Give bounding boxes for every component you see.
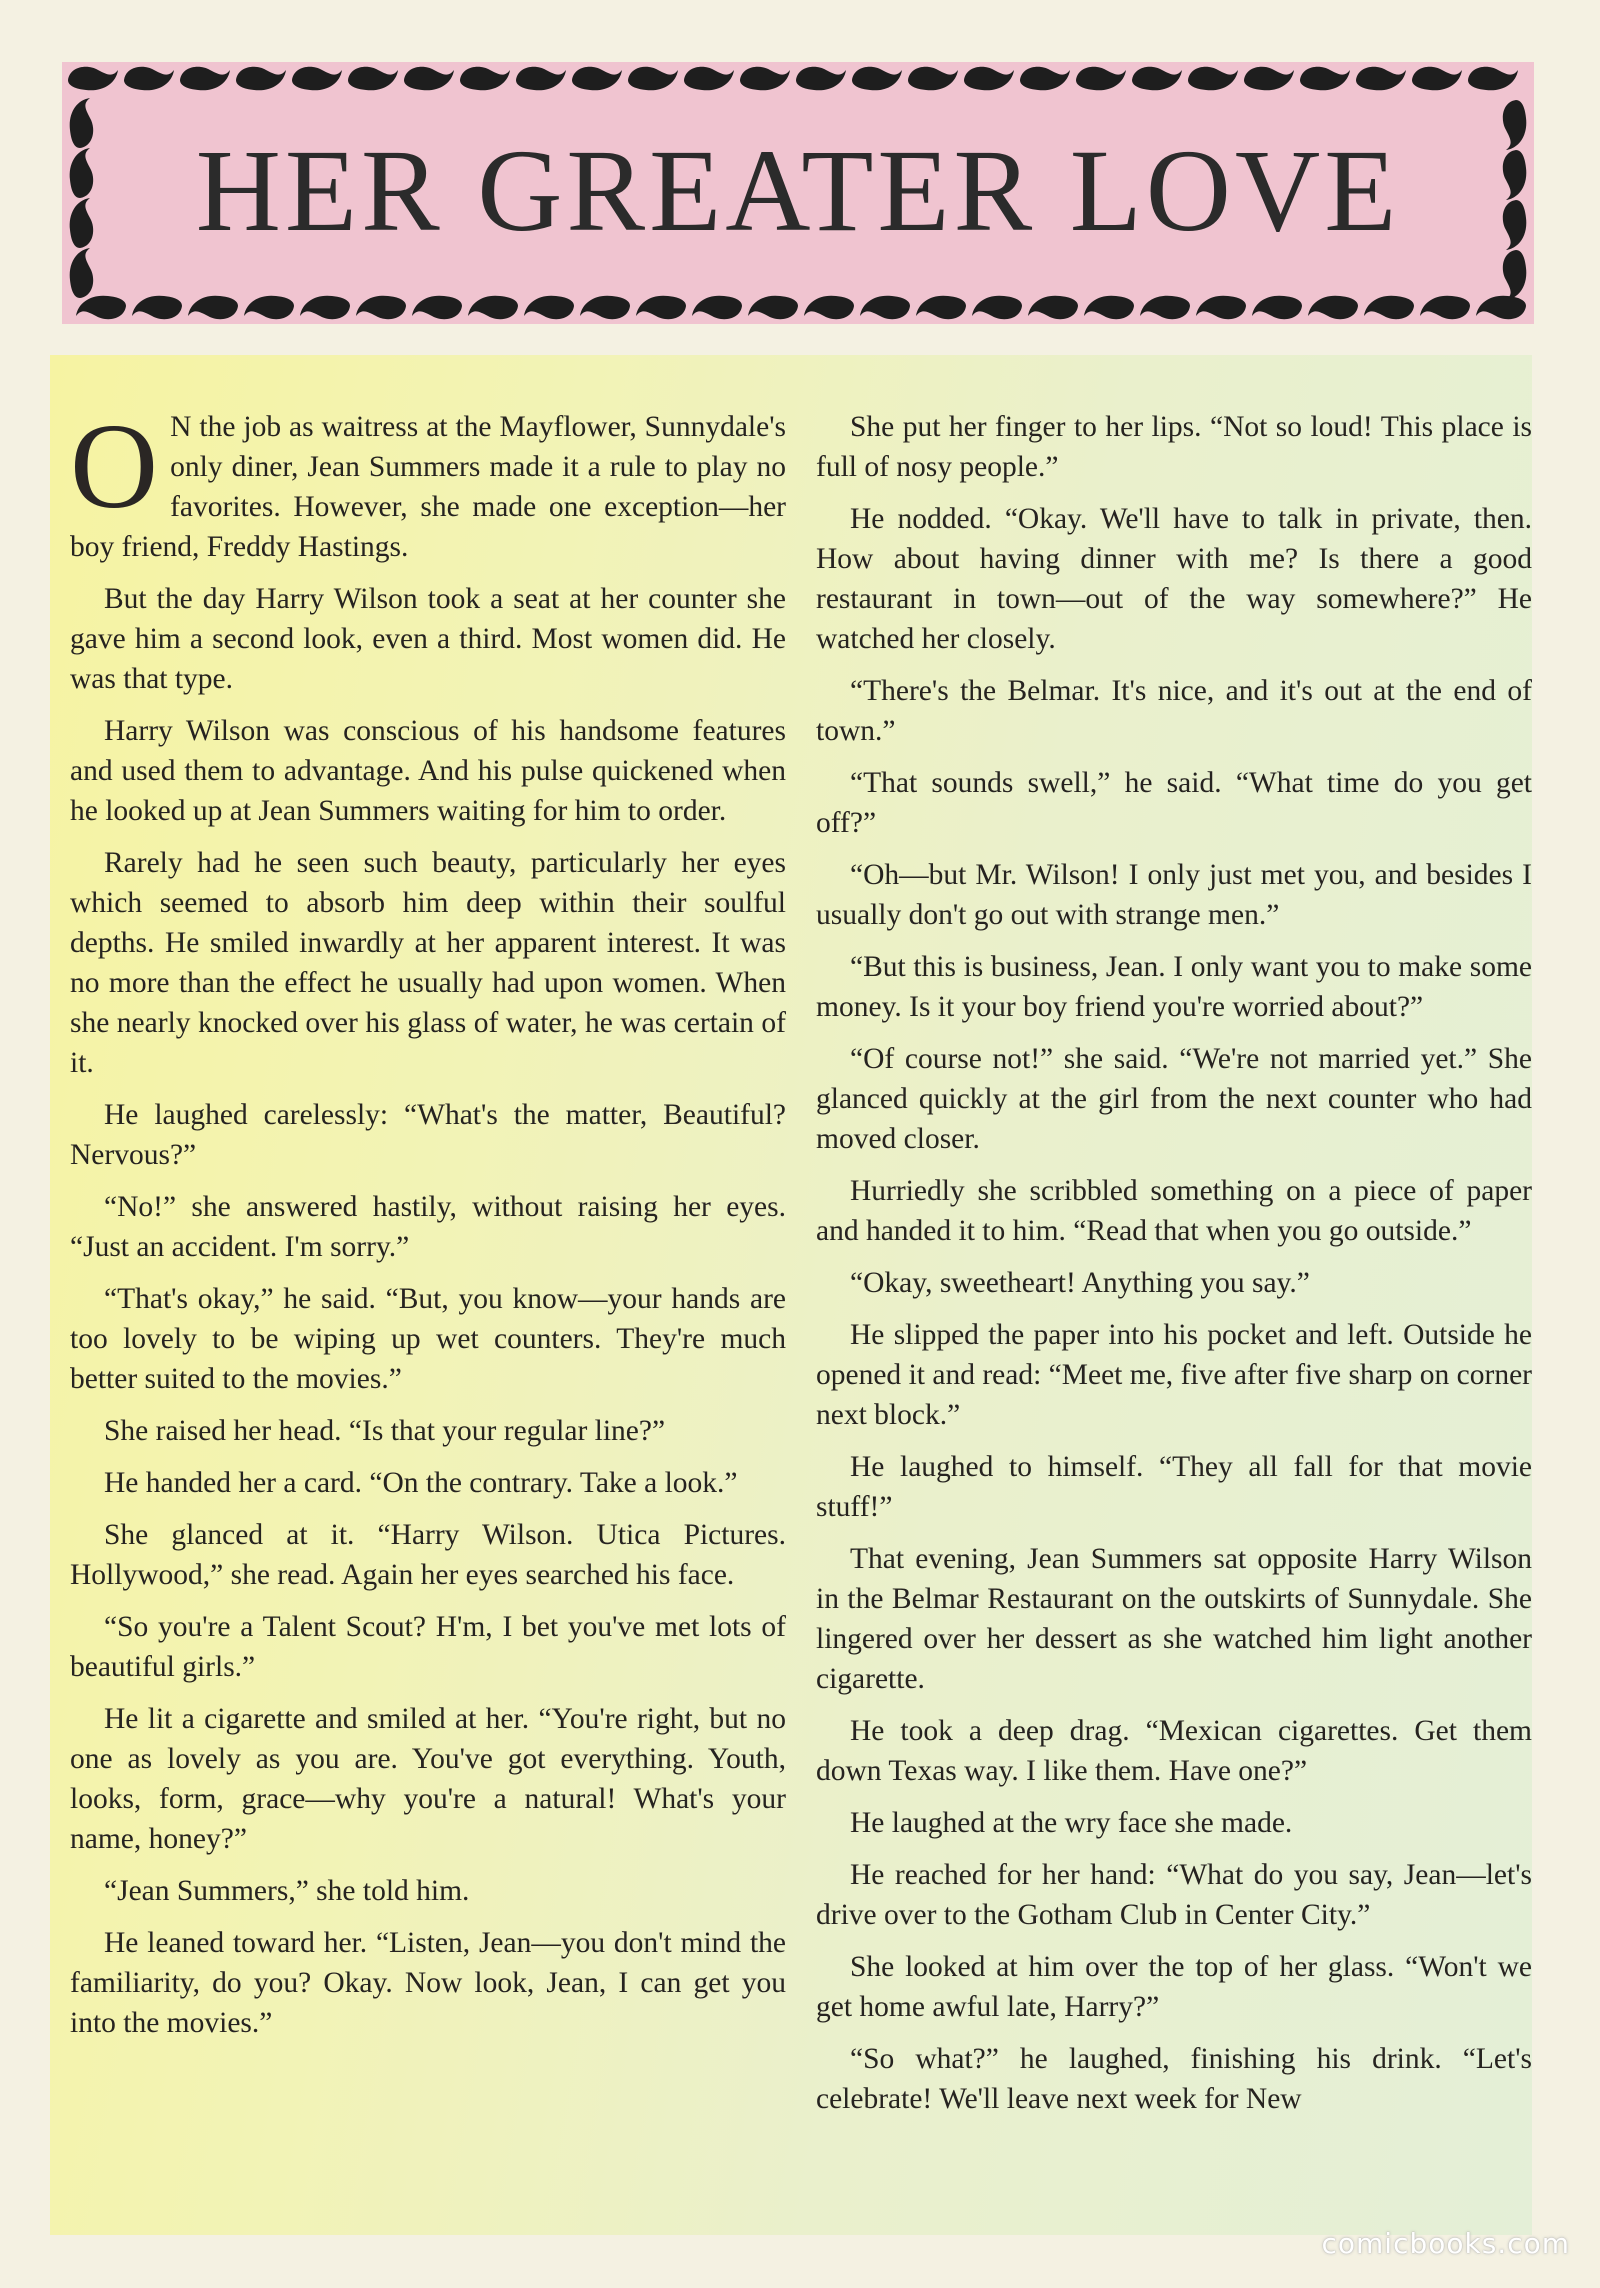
leaf-ornament	[412, 296, 462, 319]
leaf-ornament	[524, 296, 574, 319]
leaf-ornament	[1244, 67, 1294, 90]
story-paragraph: That evening, Jean Summers sat opposite Harry Wilson in the Belmar Restaurant on the outskirts of Sunnydale. She lingered over her dessert as she watched him light another cigarette.	[816, 1543, 1532, 1695]
leaf-ornament	[188, 296, 238, 319]
story-paragraph: He lit a cigarette and smiled at her. “You're right, but no one as lovely as you are. You've got everything. Youth, looks, form, grace—why you're a natural! What's your name, honey?”	[70, 1703, 786, 1855]
leaf-ornament	[300, 296, 350, 319]
leaf-ornament	[580, 296, 630, 319]
leaf-ornament	[692, 296, 742, 319]
leaf-ornament	[460, 67, 510, 90]
story-paragraph: He took a deep drag. “Mexican cigarettes. Get them down Texas way. I like them. Have one?”	[816, 1715, 1532, 1787]
leaf-ornament	[1132, 67, 1182, 90]
story-paragraph: “There's the Belmar. It's nice, and it's out at the end of town.”	[816, 675, 1532, 747]
leaf-ornament	[1140, 296, 1190, 319]
leaf-ornament	[236, 67, 286, 90]
story-paragraph: “Oh—but Mr. Wilson! I only just met you, and besides I usually don't go out with strange men.”	[816, 859, 1532, 931]
story-paragraph: He laughed to himself. “They all fall for that movie stuff!”	[816, 1451, 1532, 1523]
leaf-ornament	[180, 67, 230, 90]
leaf-ornament	[1364, 296, 1414, 319]
story-paragraph: He laughed carelessly: “What's the matter, Beautiful? Nervous?”	[70, 1099, 786, 1171]
title-banner	[62, 62, 1534, 324]
leaf-ornament	[1196, 296, 1246, 319]
leaf-ornament	[1308, 296, 1358, 319]
leaf-ornament	[348, 67, 398, 90]
story-paragraph: He laughed at the wry face she made.	[850, 1807, 1293, 1839]
story-paragraph: Harry Wilson was conscious of his handsome features and used them to advantage. And his pulse quickened when he looked up at Jean Summers waiting for him to order.	[70, 715, 786, 827]
story-paragraph: “So you're a Talent Scout? H'm, I bet you've met lots of beautiful girls.”	[70, 1611, 786, 1683]
leaf-ornament	[1020, 67, 1070, 90]
story-paragraph: Rarely had he seen such beauty, particularly her eyes which seemed to absorb him deep within their soulful depths. He smiled inwardly at her apparent interest. It was no more than the effect he usually had upon women. When she nearly knocked over his glass of water, he was certain of it.	[70, 847, 786, 1079]
watermark: comicbooks.com	[1321, 2227, 1570, 2260]
leaf-ornament	[1476, 296, 1526, 319]
story-paragraph: She glanced at it. “Harry Wilson. Utica Pictures. Hollywood,” she read. Again her eyes searched his face.	[70, 1519, 786, 1591]
story-title: HER GREATER LOVE	[195, 125, 1401, 256]
leaf-ornament	[964, 67, 1014, 90]
leaf-ornament	[292, 67, 342, 90]
leaf-ornament	[1188, 67, 1238, 90]
leaf-ornament	[68, 67, 118, 90]
story-paragraph	[70, 399, 786, 567]
story-paragraph: “Okay, sweetheart! Anything you say.”	[850, 1267, 1310, 1299]
leaf-ornament	[1468, 67, 1518, 90]
leaf-ornament	[1356, 67, 1406, 90]
leaf-ornament	[356, 296, 406, 319]
drop-cap: O	[70, 399, 159, 534]
story-paragraph: He slipped the paper into his pocket and left. Outside he opened it and read: “Meet me, five after five sharp on corner next block.”	[816, 1319, 1532, 1431]
leaf-ornament	[908, 67, 958, 90]
leaf-ornament	[124, 67, 174, 90]
story-paragraph: She raised her head. “Is that your regular line?”	[104, 1415, 666, 1447]
story-paragraph: He leaned toward her. “Listen, Jean—you don't mind the familiarity, do you? Okay. Now look, Jean, I can get you into the movies.”	[70, 1927, 786, 2039]
leaf-ornament	[244, 296, 294, 319]
leaf-ornament	[748, 296, 798, 319]
leaf-ornament	[804, 296, 854, 319]
story-paragraph: “No!” she answered hastily, without raising her eyes. “Just an accident. I'm sorry.”	[70, 1191, 786, 1263]
right-column	[816, 407, 1532, 2131]
story-paragraph: Hurriedly she scribbled something on a piece of paper and handed it to him. “Read that when you go outside.”	[816, 1175, 1532, 1247]
leaf-ornament	[1252, 296, 1302, 319]
story-paragraph: “Of course not!” she said. “We're not married yet.” She glanced quickly at the girl from the next counter who had moved closer.	[816, 1043, 1532, 1155]
leaf-ornament	[76, 296, 126, 319]
story-paragraph: But the day Harry Wilson took a seat at her counter she gave him a second look, even a third. Most women did. He was that type.	[70, 583, 786, 695]
story-paragraph: He reached for her hand: “What do you say, Jean—let's drive over to the Gotham Club in Center City.”	[816, 1859, 1532, 1931]
story-paragraph: “That sounds swell,” he said. “What time do you get off?”	[816, 767, 1532, 839]
leaf-ornament	[972, 296, 1022, 319]
leaf-ornament	[636, 296, 686, 319]
leaf-ornament	[852, 67, 902, 90]
story-paragraph: “That's okay,” he said. “But, you know—your hands are too lovely to be wiping up wet counters. They're much better suited to the movies.”	[70, 1283, 786, 1395]
leaf-ornament	[916, 296, 966, 319]
leaf-ornament	[516, 67, 566, 90]
story-paragraph: She looked at him over the top of her glass. “Won't we get home awful late, Harry?”	[816, 1951, 1532, 2023]
leaf-ornament	[404, 67, 454, 90]
leaf-ornament	[796, 67, 846, 90]
leaf-ornament	[684, 67, 734, 90]
leaf-ornament	[1412, 67, 1462, 90]
leaf-ornament	[1076, 67, 1126, 90]
leaf-ornament	[468, 296, 518, 319]
leaf-ornament	[1028, 296, 1078, 319]
leaf-ornament	[572, 67, 622, 90]
story-paragraph: “Jean Summers,” she told him.	[104, 1875, 470, 1907]
leaf-ornament	[740, 67, 790, 90]
story-panel	[50, 355, 1532, 2235]
story-paragraph: “So what?” he laughed, finishing his drink. “Let's celebrate! We'll leave next week for New	[816, 2043, 1532, 2115]
story-paragraph: He handed her a card. “On the contrary. Take a look.”	[104, 1467, 738, 1499]
leaf-ornament	[860, 296, 910, 319]
story-paragraph: He nodded. “Okay. We'll have to talk in private, then. How about having dinner with me? Is there a good restaurant in town—out of the way somewhere?” He watched her closely.	[816, 503, 1532, 655]
leaf-ornament	[132, 296, 182, 319]
leaf-ornament	[1300, 67, 1350, 90]
story-paragraph: She put her finger to her lips. “Not so loud! This place is full of nosy people.”	[816, 411, 1532, 483]
leaf-ornament	[1084, 296, 1134, 319]
story-paragraph: “But this is business, Jean. I only want you to make some money. Is it your boy friend you're worried about?”	[816, 951, 1532, 1023]
left-column	[70, 399, 786, 2055]
leaf-ornament	[1420, 296, 1470, 319]
paragraph-text: N the job as waitress at the Mayflower, Sunnydale's only diner, Jean Summers made it a rule to play no favorites. However, she made one exception—her boy friend, Freddy Hastings.	[70, 411, 786, 563]
leaf-ornament	[628, 67, 678, 90]
